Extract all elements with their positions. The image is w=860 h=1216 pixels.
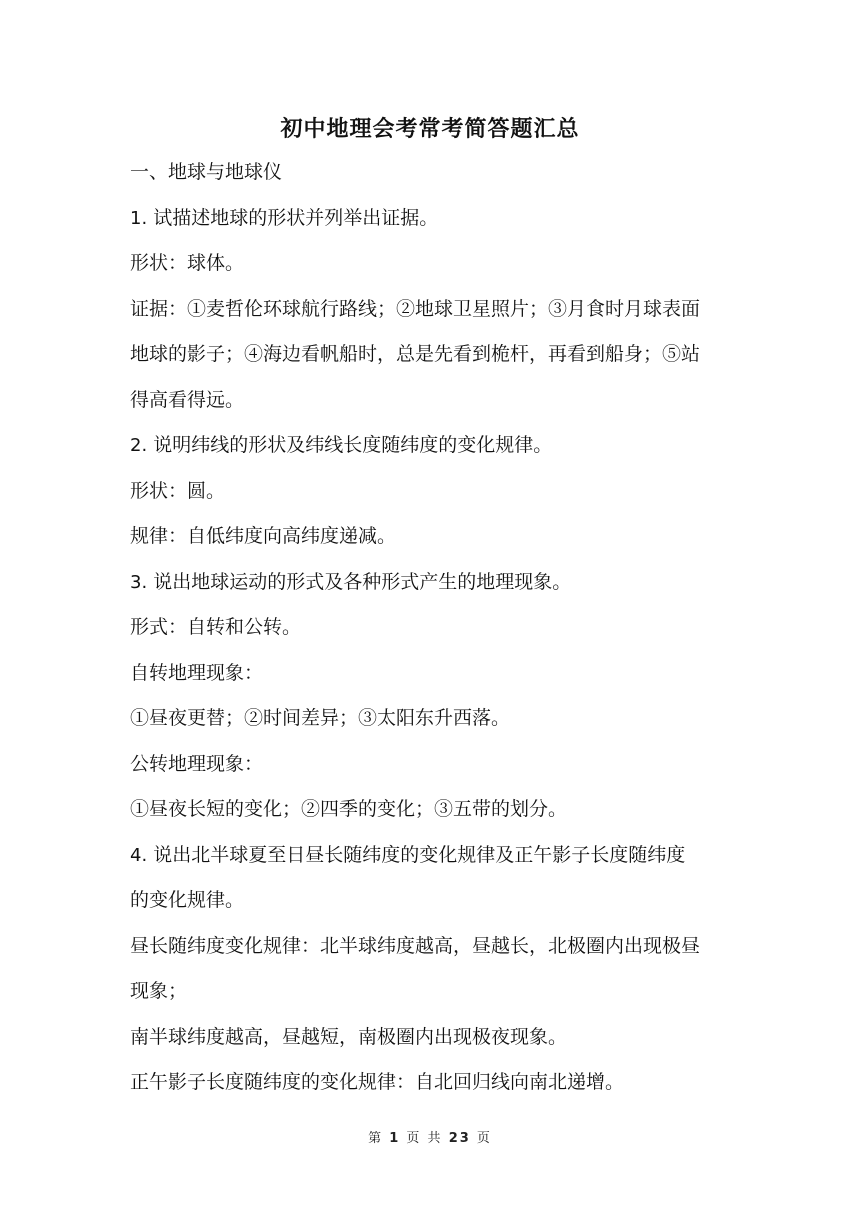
question-text: 说明纬线的形状及纬线长度随纬度的变化规律。 — [153, 434, 553, 456]
question-number: 1. — [130, 207, 148, 229]
page-footer — [0, 1127, 860, 1146]
answer-line: 自转地理现象： — [130, 661, 264, 684]
answer-line: 证据：①麦哲伦环球航行路线；②地球卫星照片；③月食时月球表面 — [130, 297, 701, 320]
answer-line: 南半球纬度越高，昼越短，南极圈内出现极夜现象。 — [130, 1025, 568, 1048]
answer-line: 公转地理现象： — [130, 752, 264, 775]
answer-line: 昼长随纬度变化规律：北半球纬度越高，昼越长，北极圈内出现极昼 — [130, 934, 701, 957]
answer-line: 形状：球体。 — [130, 252, 245, 274]
answer-line: ①昼夜长短的变化；②四季的变化；③五带的划分。 — [130, 798, 568, 820]
current-page-number: 1 — [389, 1131, 401, 1146]
question-2 — [130, 423, 740, 469]
question-4 — [130, 833, 740, 879]
answer-line: 得高看得远。 — [130, 388, 245, 411]
answer-line: 正午影子长度随纬度的变化规律：自北回归线向南北递增。 — [130, 1071, 625, 1093]
question-number: 2. — [130, 435, 148, 456]
question-1 — [130, 196, 740, 242]
document-body — [130, 150, 740, 1106]
footer-prefix: 第 — [368, 1131, 384, 1146]
question-text: 说出北半球夏至日昼长随纬度的变化规律及正午影子长度随纬度 — [153, 843, 686, 866]
answer-line: 形状：圆。 — [130, 479, 226, 502]
question-text: 说出地球运动的形式及各种形式产生的地理现象。 — [153, 570, 572, 593]
question-text-continued: 的变化规律。 — [130, 889, 245, 911]
question-3 — [130, 560, 740, 606]
answer-line: 现象； — [130, 980, 188, 1002]
page-title: 初中地理会考常考简答题汇总 — [280, 116, 580, 142]
question-text: 试描述地球的形状并列举出证据。 — [153, 206, 439, 229]
question-number: 3. — [130, 571, 148, 593]
footer-middle: 页 共 — [406, 1131, 443, 1146]
section-heading: 一、地球与地球仪 — [130, 161, 283, 183]
answer-line: 地球的影子；④海边看帆船时，总是先看到桅杆，再看到船身；⑤站 — [130, 343, 701, 365]
total-page-number: 23 — [448, 1131, 471, 1146]
question-number: 4. — [130, 844, 148, 866]
answer-line: 形式：自转和公转。 — [130, 616, 302, 638]
answer-line: ①昼夜更替；②时间差异；③太阳东升西落。 — [130, 707, 511, 729]
answer-line: 规律：自低纬度向高纬度递减。 — [130, 525, 397, 547]
footer-suffix: 页 — [476, 1131, 492, 1146]
